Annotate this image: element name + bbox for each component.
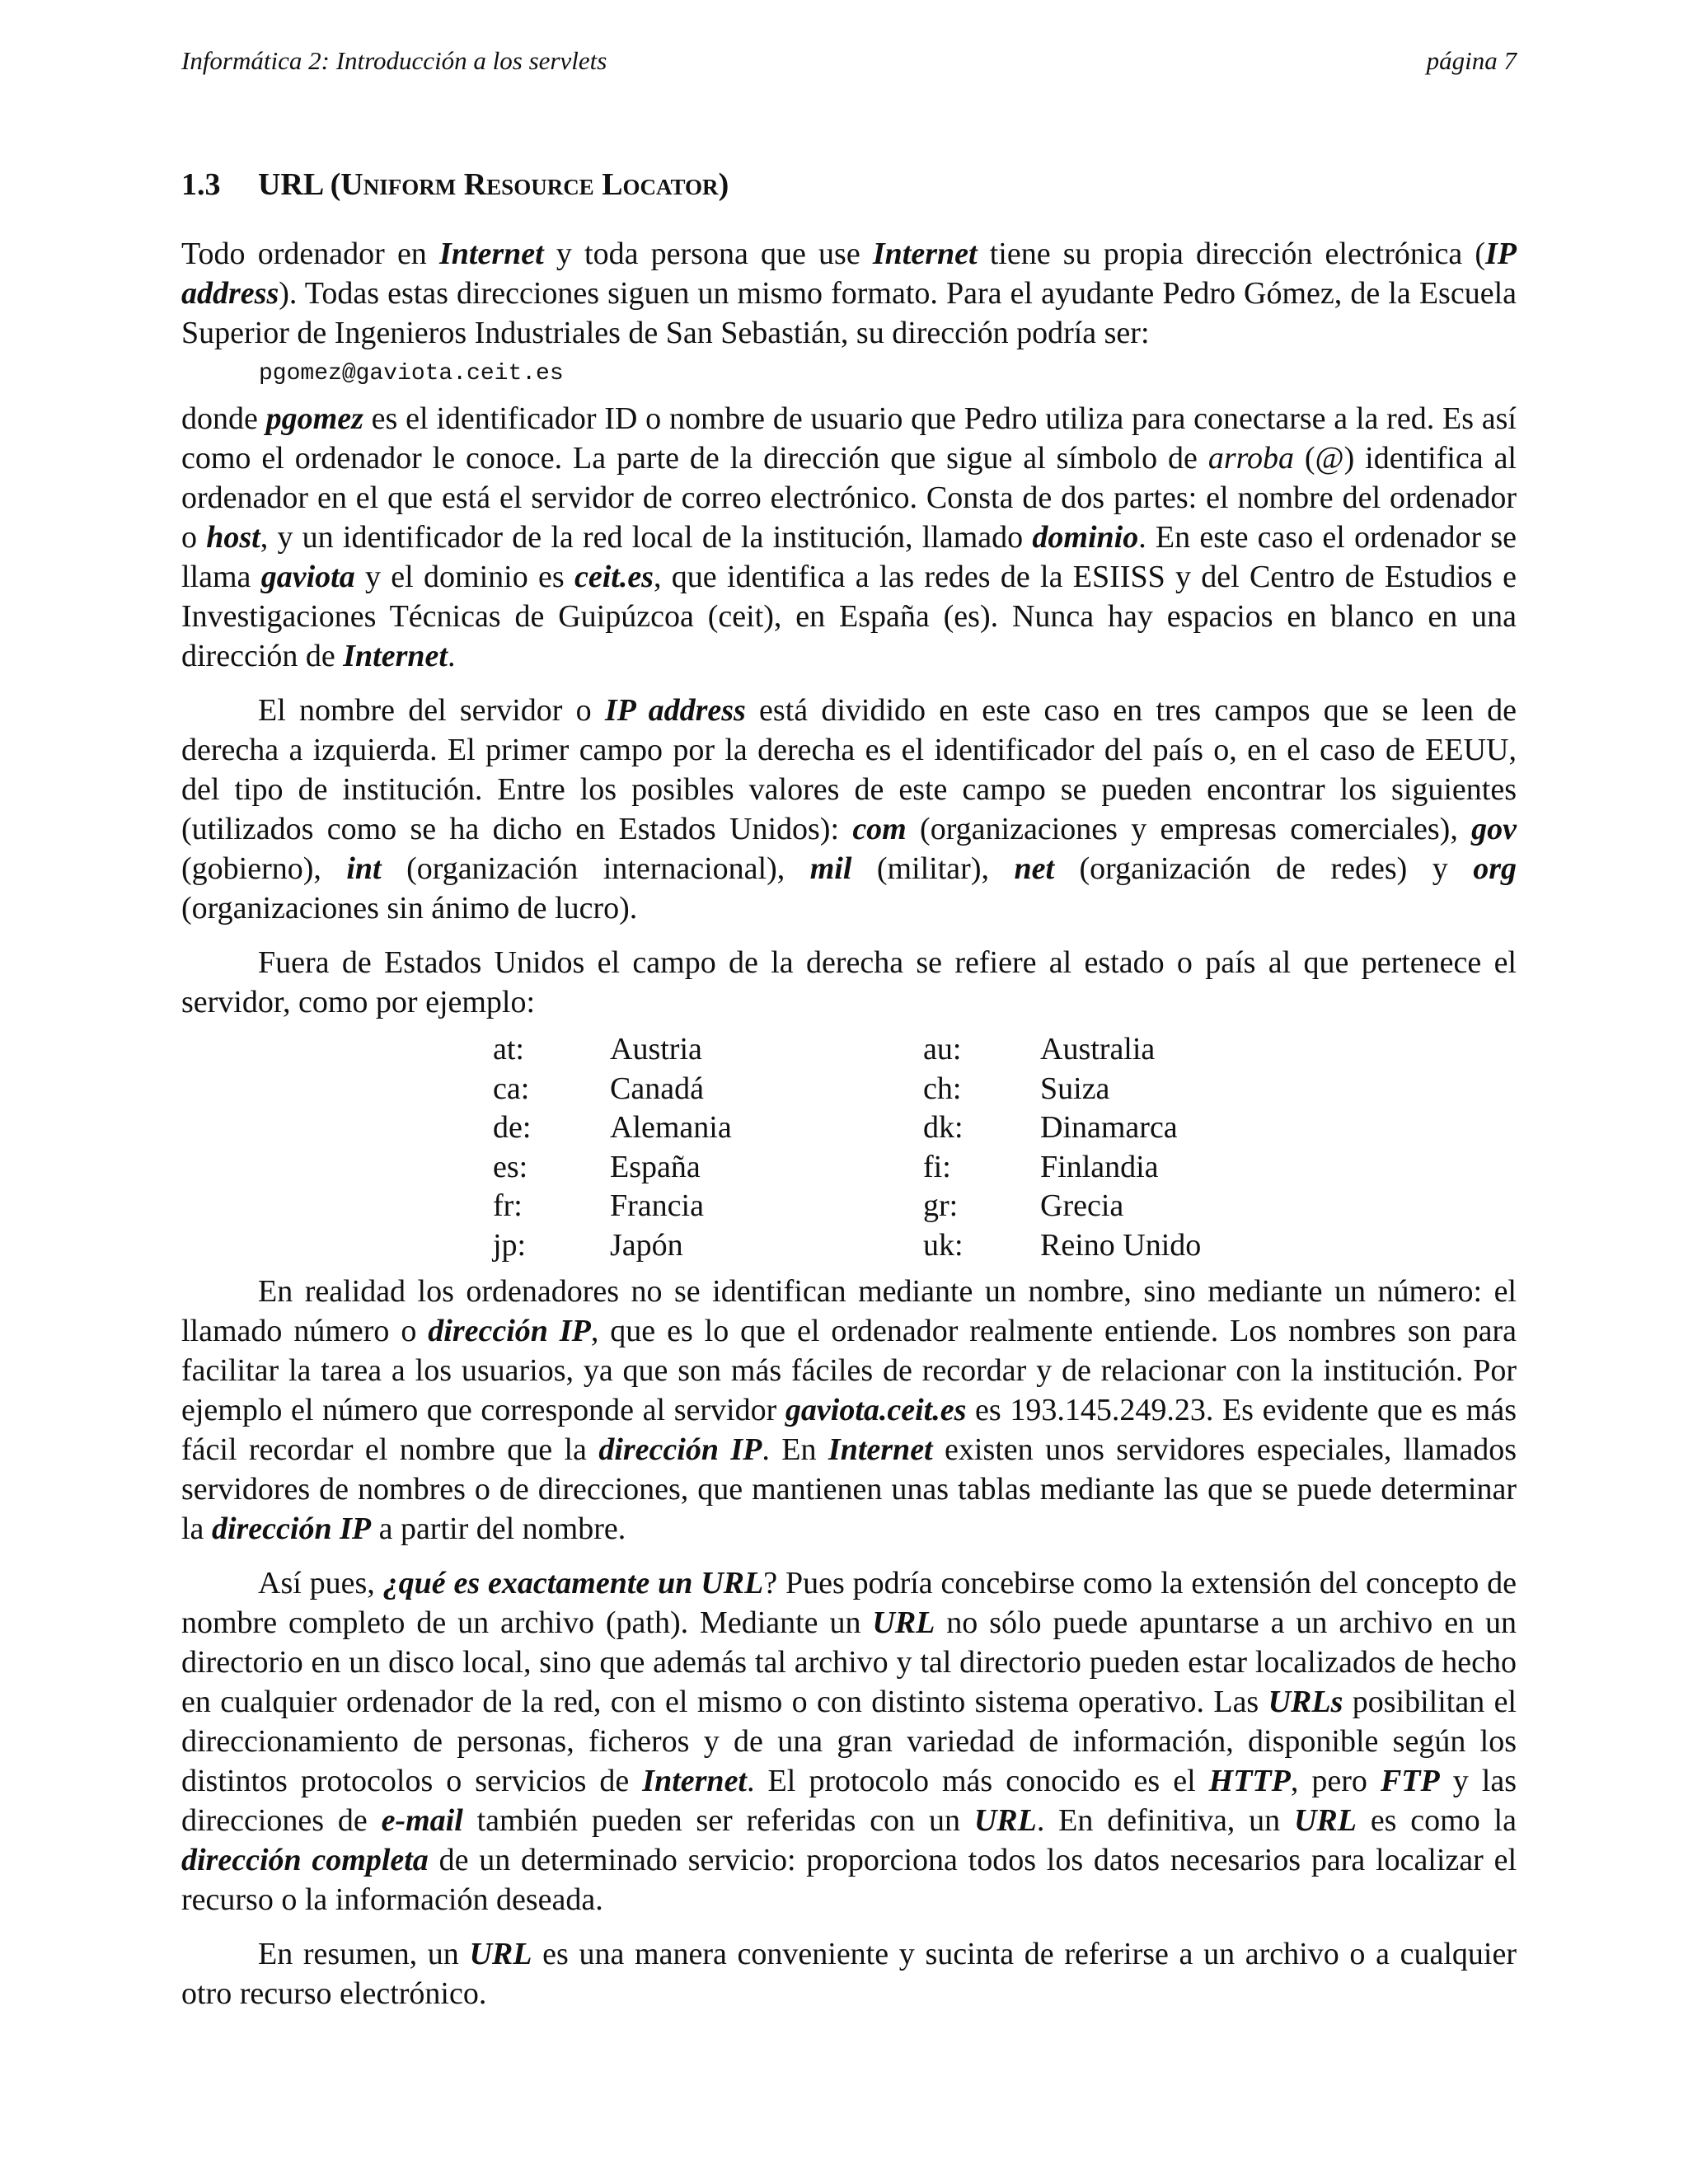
country-code: de: [493, 1110, 532, 1145]
country-name: Japón [610, 1227, 683, 1263]
country-name: Grecia [1040, 1188, 1124, 1223]
term-internet: Internet [872, 237, 978, 271]
text: El nombre del servidor o [258, 693, 605, 728]
term-gov: gov [1471, 812, 1517, 846]
country-name: Finlandia [1040, 1149, 1159, 1184]
paragraph-4: Fuera de Estados Unidos el campo de la derecha se refiere al estado o país al que pertenece el servidor, como por ejemplo: [181, 945, 1517, 1019]
term-net: net [1014, 851, 1054, 886]
country-name: España [610, 1149, 701, 1184]
text: de un determinado servicio: proporciona todos los datos necesarios para localizar el recurso o la información deseada. [181, 1843, 1517, 1917]
term-url: URL [973, 1803, 1037, 1838]
country-code: dk: [923, 1110, 964, 1145]
text: . En [762, 1432, 828, 1467]
term-ceit-es: ceit.es [574, 560, 654, 594]
term-internet: Internet [439, 237, 544, 271]
text: (militar), [851, 851, 1015, 886]
text: es el identificador ID o nombre de usuario que Pedro utiliza para conectarse a la red. Es así como el ordenador le conoce. La parte de la dirección que sigue al símbolo de [181, 401, 1517, 476]
term-url: URL [872, 1605, 935, 1640]
text: (organizaciones sin ánimo de lucro). [181, 891, 638, 926]
term-org: org [1473, 851, 1517, 886]
country-code: jp: [493, 1227, 527, 1263]
term-pgomez: pgomez [265, 401, 363, 436]
country-code: au: [923, 1032, 962, 1066]
country-code: fr: [493, 1188, 523, 1223]
email-example: pgomez@gaviota.ceit.es [259, 361, 564, 387]
text: . En este caso el ordenador se llama [181, 520, 1517, 594]
header-title: Informática 2: Introducción a los servlets [181, 46, 607, 75]
country-name: Austria [610, 1032, 702, 1066]
term-int: int [346, 851, 382, 886]
text: está dividido en este caso en tres campos que se leen de derecha a izquierda. El primer campo por la derecha es el identificador del país o, en el caso de EEUU, del tipo de institución. Entre los posibles valores de este campo se pueden encontrar los siguientes (utilizados como se ha dicho en Estados Unidos): [181, 693, 1517, 846]
term-question-url: ¿qué es exactamente un URL [382, 1566, 764, 1601]
text: y toda persona que use [543, 237, 873, 271]
country-name: Francia [610, 1188, 704, 1223]
section-heading [181, 165, 1517, 204]
term-dominio: dominio [1032, 520, 1139, 555]
country-code: at: [493, 1032, 524, 1066]
term-arroba: arroba [1207, 441, 1294, 476]
text: En resumen, un [258, 1937, 470, 1971]
text: . [447, 639, 456, 673]
country-code: fi: [923, 1149, 951, 1184]
page-body [181, 165, 1517, 2013]
text: posibilitan el direccionamiento de personas, ficheros y de una gran variedad de información, disponible según los distintos protocolos o servicios de [181, 1685, 1517, 1798]
text: , que identifica a las redes de la ESIISS y del Centro de Estudios e Investigaciones Técnicas de Guipúzcoa (ceit), en España (es). Nunca hay espacios en blanco en una dirección de [181, 560, 1517, 673]
text: , que es lo que el ordenador realmente entiende. Los nombres son para facilitar la tarea a los usuarios, ya que son más fáciles de recordar y de relacionar con la institución. Por ejemplo el número que corresponde al servidor [181, 1314, 1517, 1427]
term-internet: Internet [343, 639, 448, 673]
section-title-suffix: ) [718, 167, 729, 202]
term-internet: Internet [828, 1432, 933, 1467]
text: . En definitiva, un [1036, 1803, 1294, 1838]
text: donde [181, 401, 266, 436]
paragraph-2 [181, 399, 1517, 676]
term-url: URL [469, 1937, 532, 1971]
paragraph-6 [181, 1563, 1517, 1919]
country-name: Dinamarca [1040, 1110, 1178, 1145]
country-name: Canadá [610, 1071, 704, 1106]
country-code: es: [493, 1149, 528, 1184]
text: (gobierno), [181, 851, 347, 886]
country-code: ch: [923, 1071, 962, 1106]
text: es 193.145.249.23. Es evidente que es más fácil recordar el nombre que la [181, 1393, 1517, 1467]
paragraph-7 [181, 1934, 1517, 2013]
section-title-smallcaps: Uniform Resource Locator [340, 167, 719, 202]
term-ip-address: IP address [181, 237, 1517, 311]
text: . El protocolo más conocido es el [747, 1764, 1209, 1798]
text: y las direcciones de [181, 1764, 1517, 1838]
term-gaviota: gaviota [260, 560, 355, 594]
text: es como la [1356, 1803, 1517, 1838]
text: existen unos servidores especiales, llamados servidores de nombres o de direcciones, que mantienen unas tablas mediante las que se puede determinar la [181, 1432, 1517, 1546]
text: ). Todas estas direcciones siguen un mismo formato. Para el ayudante Pedro Gómez, de la Escuela Superior de Ingenieros Industriales de San Sebastián, su dirección podría ser: [181, 276, 1517, 350]
term-url: URL [1293, 1803, 1357, 1838]
paragraph-5 [181, 1272, 1517, 1549]
text: , pero [1290, 1764, 1381, 1798]
country-code: ca: [493, 1071, 530, 1106]
text: Todo ordenador en [181, 237, 439, 271]
text: En realidad los ordenadores no se identifican mediante un nombre, sino mediante un número: el llamado número o [181, 1274, 1517, 1348]
running-header [181, 46, 1517, 82]
term-email: e-mail [381, 1803, 463, 1838]
term-host: host [206, 520, 260, 555]
country-name: Alemania [610, 1110, 732, 1145]
term-http: HTTP [1208, 1764, 1291, 1798]
term-direccion-ip: dirección IP [598, 1432, 762, 1467]
term-urls: URLs [1268, 1685, 1343, 1719]
text: (@) identifica al ordenador en el que está el servidor de correo electrónico. Consta de dos partes: el nombre del ordenador o [181, 441, 1517, 555]
section-number: 1.3 [181, 167, 221, 202]
country-code-table [493, 1030, 1517, 1265]
term-direccion-ip: dirección IP [211, 1511, 372, 1546]
paragraph-1 [181, 234, 1517, 353]
text: (organización internacional), [381, 851, 810, 886]
text: ? Pues podría concebirse como la extensión del concepto de nombre completo de un archivo (path). Mediante un [181, 1566, 1517, 1640]
text: tiene su propia dirección electrónica ( [977, 237, 1486, 271]
term-com: com [852, 812, 907, 846]
term-internet: Internet [642, 1764, 747, 1798]
term-mil: mil [809, 851, 852, 886]
paragraph-3 [181, 691, 1517, 928]
term-gaviota-ceit-es: gaviota.ceit.es [785, 1393, 967, 1427]
text: no sólo puede apuntarse a un archivo en un directorio en un disco local, sino que además tal archivo y tal directorio pueden estar localizados de hecho en cualquier ordenador de la red, con el mismo o con distinto sistema operativo. Las [181, 1605, 1517, 1719]
country-name: Suiza [1040, 1071, 1110, 1106]
page-number: página 7 [1426, 46, 1517, 75]
term-direccion-completa: dirección completa [181, 1843, 429, 1877]
text: (organizaciones y empresas comerciales), [906, 812, 1472, 846]
text: , y un identificador de la red local de la institución, llamado [260, 520, 1033, 555]
text: es una manera conveniente y sucinta de referirse a un archivo o a cualquier otro recurso electrónico. [181, 1937, 1517, 2011]
term-ip-address: IP address [604, 693, 746, 728]
term-direccion-ip: dirección IP [428, 1314, 591, 1348]
section-title-prefix: URL ( [258, 167, 341, 202]
text: también pueden ser referidas con un [462, 1803, 974, 1838]
country-name: Australia [1040, 1032, 1156, 1066]
text: a partir del nombre. [371, 1511, 626, 1546]
text: (organización de redes) y [1054, 851, 1474, 886]
country-code: gr: [923, 1188, 959, 1223]
country-name: Reino Unido [1040, 1227, 1202, 1263]
term-ftp: FTP [1380, 1764, 1440, 1798]
country-code: uk: [923, 1227, 964, 1263]
text: y el dominio es [354, 560, 574, 594]
text: Así pues, [258, 1566, 383, 1601]
